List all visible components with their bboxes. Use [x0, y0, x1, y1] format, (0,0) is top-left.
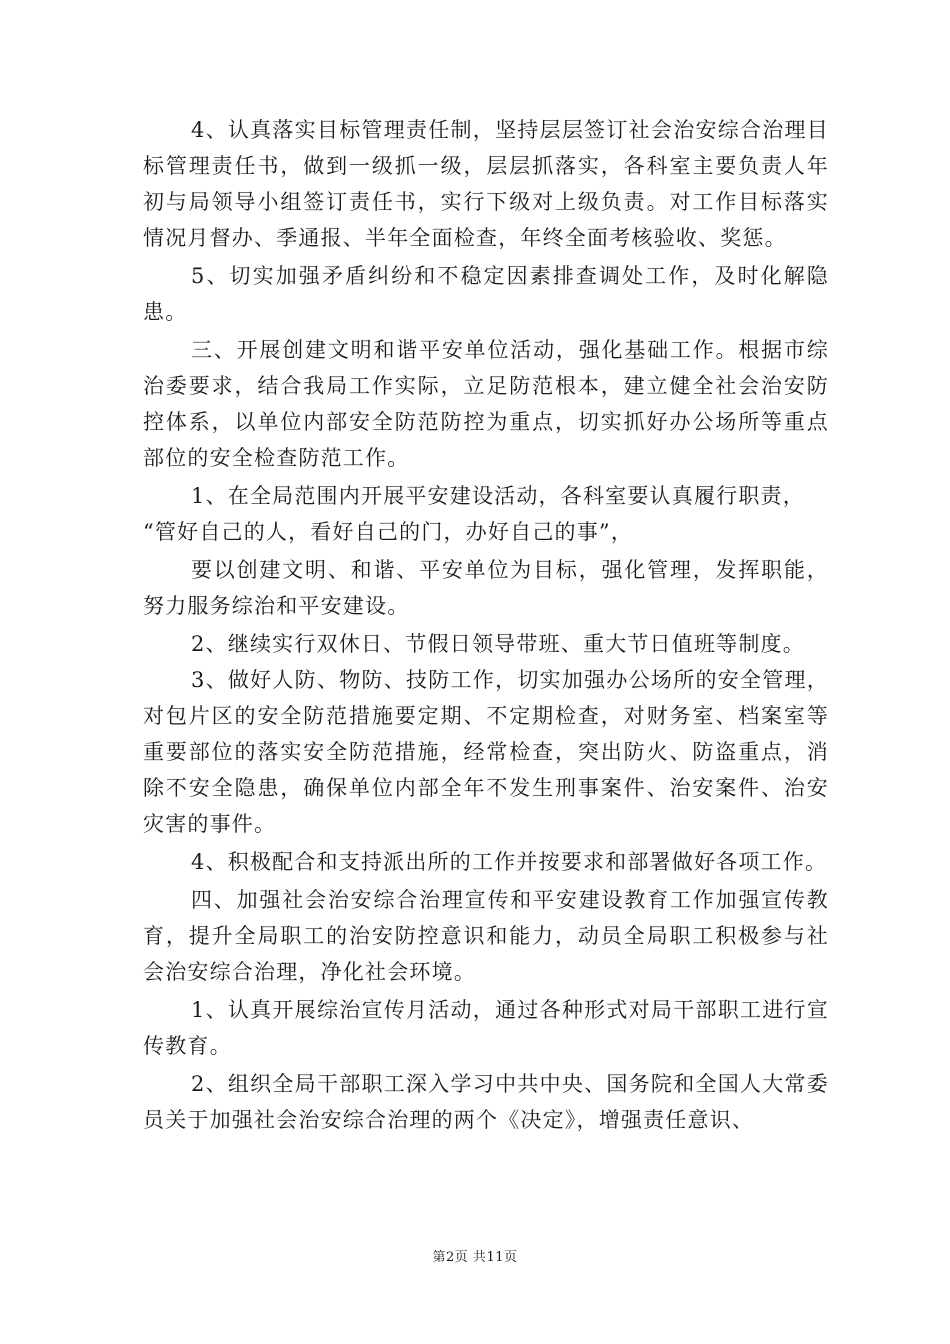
page-footer: [0, 1246, 950, 1265]
footer-suffix: 页: [503, 1250, 518, 1265]
footer-current-page: 2: [446, 1250, 455, 1265]
paragraph-section-4-heading: 四、加强社会治安综合治理宣传和平安建设教育工作加强宣传教育，提升全局职工的治安防控意识和能力，动员全局职工积极参与社会治安综合治理，净化社会环境。: [143, 888, 829, 984]
paragraph-item-5-disputes: 5、切实加强矛盾纠纷和不稳定因素排查调处工作，及时化解隐患。: [143, 264, 829, 324]
paragraph-item-3-security: 3、做好人防、物防、技防工作，切实加强办公场所的安全管理，对包片区的安全防范措施要定期、不定期检查，对财务室、档案室等重要部位的落实安全防范措施，经常检查，突出防火、防盗重点，消除不安全隐患，确保单位内部全年不发生刑事案件、治安案件、治安灾害的事件。: [143, 668, 829, 836]
document-body: [143, 112, 829, 1140]
footer-total-pages: 11: [486, 1250, 504, 1265]
paragraph-quote: “管好自己的人，看好自己的门，办好自己的事”，: [143, 520, 634, 544]
paragraph-item-1-peace-building: 1、在全局范围内开展平安建设活动，各科室要认真履行职责，: [191, 484, 805, 508]
paragraph-item-1-publicity: 1、认真开展综治宣传月活动，通过各种形式对局干部职工进行宣传教育。: [143, 998, 829, 1058]
paragraph-section-3-heading: 三、开展创建文明和谐平安单位活动，强化基础工作。根据市综治委要求，结合我局工作实际，立足防范根本，建立健全社会治安防控体系，以单位内部安全防范防控为重点，切实抓好办公场所等重点部位的安全检查防范工作。: [143, 338, 829, 470]
footer-prefix: 第: [432, 1250, 447, 1265]
paragraph-goal: 要以创建文明、和谐、平安单位为目标，强化管理，发挥职能，努力服务综治和平安建设。: [143, 558, 829, 618]
paragraph-item-2-study: 2、组织全局干部职工深入学习中共中央、国务院和全国人大常委员关于加强社会治安综合治理的两个《决定》，增强责任意识、: [143, 1072, 829, 1132]
paragraph-item-2-duty: 2、继续实行双休日、节假日领导带班、重大节日值班等制度。: [191, 632, 805, 656]
paragraph-item-4-responsibility: 4、认真落实目标管理责任制，坚持层层签订社会治安综合治理目标管理责任书，做到一级抓一级，层层抓落实，各科室主要负责人年初与局领导小组签订责任书，实行下级对上级负责。对工作目标落实情况月督办、季通报、半年全面检查，年终全面考核验收、奖惩。: [143, 118, 829, 250]
footer-middle: 页 共: [454, 1250, 487, 1265]
paragraph-item-4-police: 4、积极配合和支持派出所的工作并按要求和部署做好各项工作。: [191, 850, 828, 874]
